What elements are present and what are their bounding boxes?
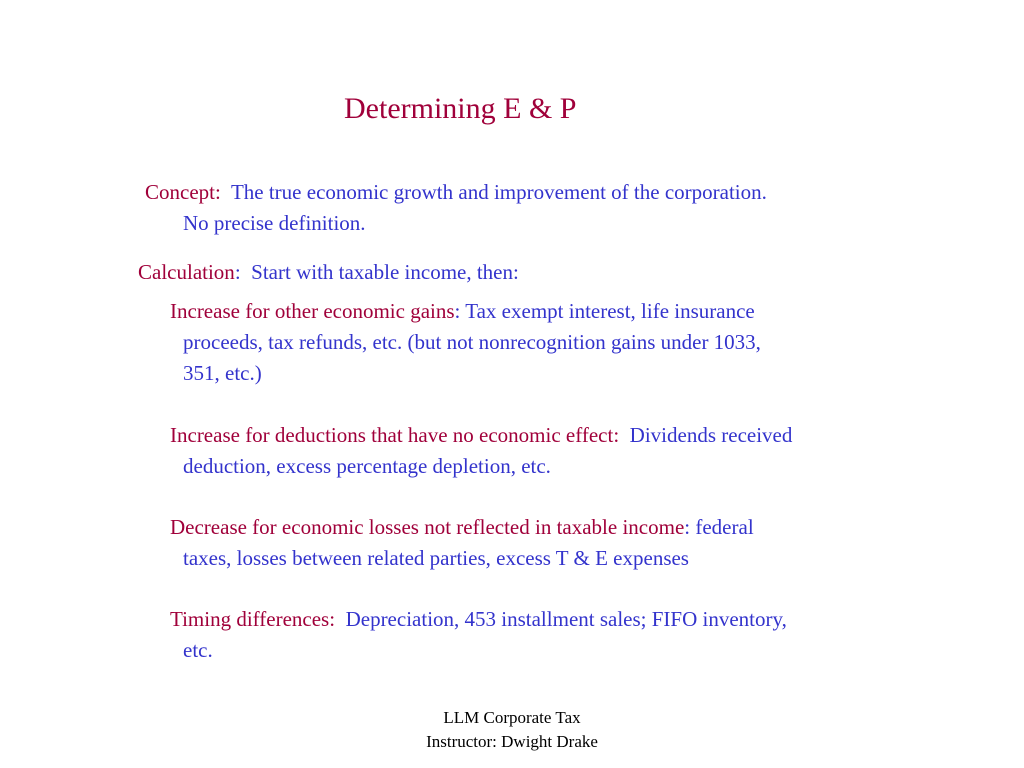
- item-text: deduction, excess percentage depletion, etc.: [183, 454, 551, 478]
- item-text: : Tax exempt interest, life insurance: [454, 299, 755, 323]
- footer-instructor: Instructor: Dwight Drake: [426, 732, 598, 751]
- calculation-label: Calculation: [138, 260, 235, 284]
- item-heading: Increase for other economic gains: [170, 299, 455, 323]
- item-text: etc.: [183, 638, 213, 662]
- item-text: proceeds, tax refunds, etc. (but not nonrecognition gains under 1033,: [183, 330, 761, 354]
- item-text: Depreciation, 453 installment sales; FIFO inventory,: [345, 607, 787, 631]
- item-heading: Timing differences:: [170, 607, 336, 631]
- concept-line2: No precise definition.: [183, 211, 366, 235]
- calculation-text: Start with taxable income, then:: [251, 260, 519, 284]
- item-text: taxes, losses between related parties, excess T & E expenses: [183, 546, 689, 570]
- footer-course: LLM Corporate Tax: [443, 708, 581, 727]
- item-heading: Increase for deductions that have no economic effect:: [170, 423, 620, 447]
- slide-footer: [312, 706, 712, 754]
- item-text: Dividends received: [629, 423, 793, 447]
- list-item: [170, 604, 950, 666]
- list-item: [170, 512, 950, 574]
- list-item: [170, 420, 950, 482]
- concept-line1: The true economic growth and improvement of the corporation.: [230, 180, 767, 204]
- calculation-colon: :: [234, 260, 241, 284]
- item-text: : federal: [684, 515, 754, 539]
- concept-paragraph: [145, 177, 925, 239]
- list-item: [170, 296, 950, 389]
- concept-label: Concept:: [145, 180, 221, 204]
- item-text: 351, etc.): [183, 361, 262, 385]
- calculation-paragraph: [138, 257, 918, 288]
- slide-title: Determining E & P: [344, 92, 577, 125]
- item-heading: Decrease for economic losses not reflected in taxable income: [170, 515, 685, 539]
